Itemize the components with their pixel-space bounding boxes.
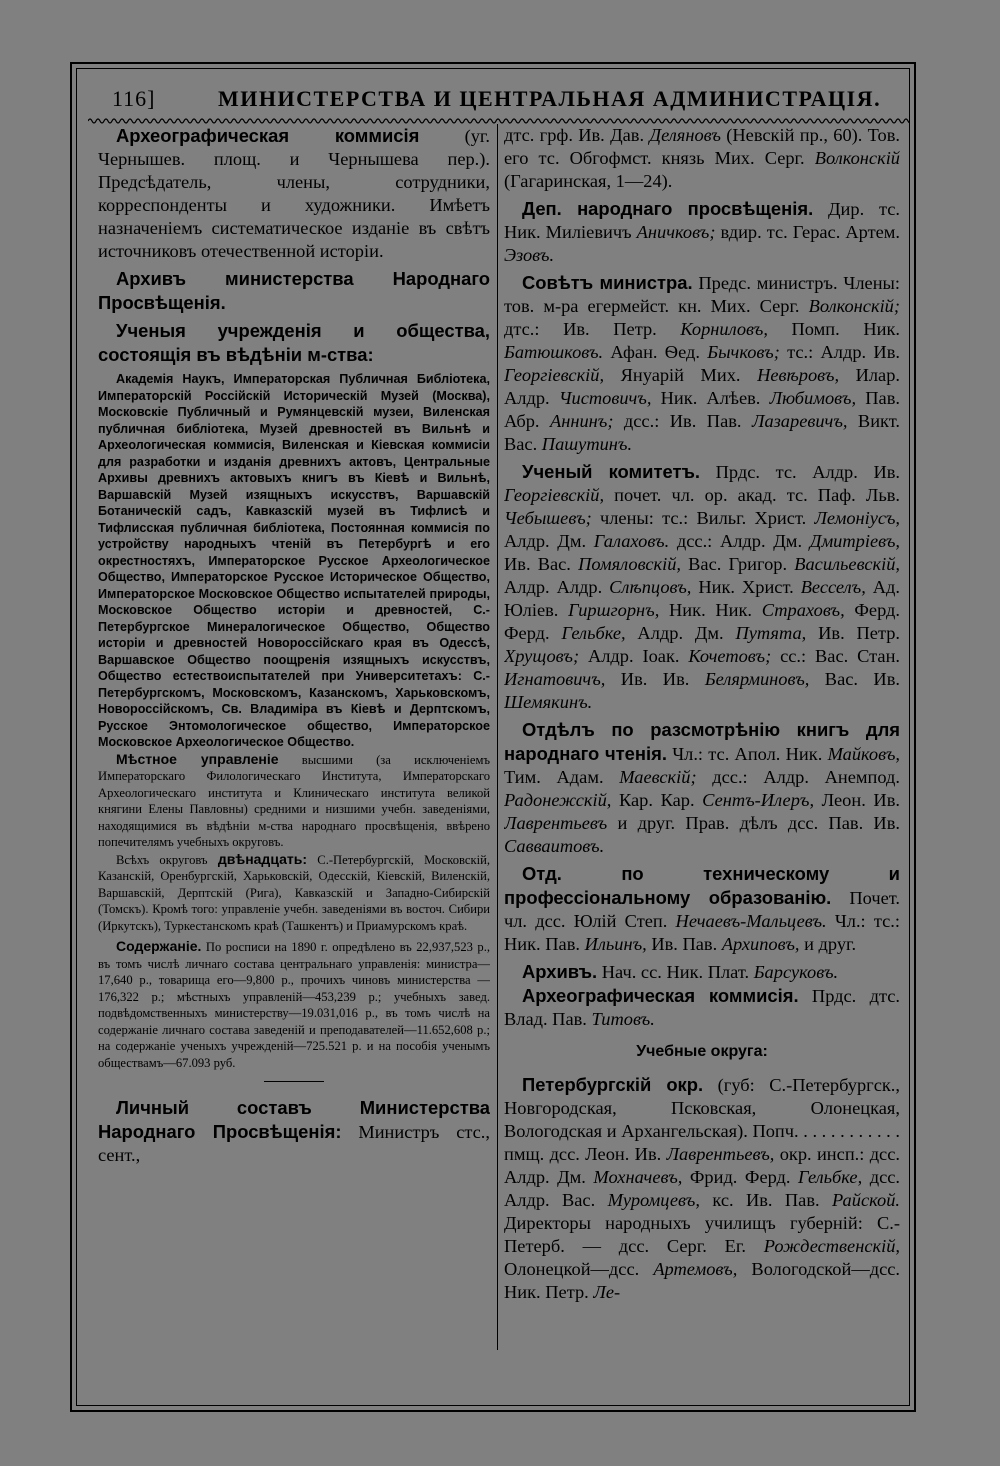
italic-name: Муромцевъ, xyxy=(607,1190,700,1210)
text-run: дсс.: Алдр. Анемпод. xyxy=(696,767,900,787)
italic-name: Ле- xyxy=(593,1282,621,1302)
text-run: Предс. министръ. Члены: тов. м-ра егермейст. кн. Мих. Серг. xyxy=(504,273,900,316)
italic-name: Эзовъ. xyxy=(504,245,555,265)
italic-name: Деляновъ xyxy=(649,125,721,145)
left-column xyxy=(98,124,490,1167)
italic-name: Корниловъ, xyxy=(680,319,768,339)
text-run: Ник. Алѣев. xyxy=(651,388,770,408)
text-run: Фрид. Ферд. xyxy=(682,1167,799,1187)
entry-heading: Отд. по техническому и профессіональному образованію. xyxy=(504,863,900,908)
text-run: Ферд. Ферд. xyxy=(504,600,900,643)
italic-name: Аничковъ; xyxy=(636,222,716,242)
entry-heading: Архивъ министерства Народнаго Просвѣщенія. xyxy=(98,268,490,313)
text-run: Чл.: тс.: Ник. Пав. xyxy=(504,911,900,954)
archaeographic-commission-right-entry xyxy=(504,984,900,1031)
text-run: дсс.: Алдр. Дм. xyxy=(669,531,810,551)
entry-heading: двѣнадцать: xyxy=(217,850,308,867)
entry-heading: Совѣтъ министра. xyxy=(522,272,693,293)
entry-text: (уг. Чернышев. площ. и Чернышева пер.). Предсѣдатель, члены, сотрудники, корреспонденты и художники. Имѣетъ назначеніемъ систематическое изданіе въ свѣтъ источниковъ отечественной исторіи. xyxy=(98,126,490,261)
italic-name: Пашутинъ. xyxy=(541,434,633,454)
italic-name: Игнатовичъ, xyxy=(504,669,606,689)
italic-name: Аннинъ; xyxy=(549,411,614,431)
text-run: сс.: Вас. Стан. xyxy=(771,646,900,666)
entry-heading: Деп. народнаго просвѣщенія. xyxy=(522,198,814,219)
text-run: почет. чл. ор. акад. тс. Паф. Льв. xyxy=(604,485,900,505)
text-run: (Гагаринская, 1—24). xyxy=(504,171,673,191)
italic-name: Невѣровъ, xyxy=(757,365,840,385)
text-run: Алдр. Дм. xyxy=(625,623,736,643)
italic-name: Страховъ, xyxy=(761,600,845,620)
districts-entry xyxy=(98,851,490,935)
italic-name: Чистовичъ, xyxy=(558,388,652,408)
italic-name: Лемоніусъ, xyxy=(814,508,900,528)
technical-dept-entry xyxy=(504,862,900,956)
text-run: Вас. Григор. xyxy=(681,554,795,574)
italic-name: Помяловскій, xyxy=(578,554,681,574)
institutions-list: Академія Наукъ, Императорская Публичная Библіотека, Императорскій Россійскій Историческій Музей (Москва), Московскіе Публичный и Румянцевскій музеи, Виленская публичная библіотека, Музей древностей въ Вильнѣ и Археологическая коммисія, Виленская и Кіевская коммисіи для разработки и изданія древнихъ актовъ, Центральные Архивы древнихъ актовыхъ книгъ въ Кіевѣ и Вильнѣ, Варшавскій Музей изящныхъ искусствъ, Варшавскій Ботаническій садъ, Кавказскій музей въ Тифлисѣ и Тифлисская публичная библіотека, Постоянная коммисія по устройству народныхъ чтеній въ Петербургѣ и его окрестностяхъ, Императорское Русское Археологическое Общество, Императорское Русское Историческое Общество, Императорское Московское Общество испытателей природы, Московское Общество исторіи и древностей, С.-Петербургское Минералогическое Общество, Общество исторіи и древностей Новороссійскаго края въ Одессѣ, Варшавское Общество поощренія изящныхъ искусствъ, Общество естествоиспытателей при Университетахъ: С.-Петербургскомъ, Московскомъ, Казанскомъ, Харьковскомъ, Новороссійскомъ, Св. Владиміра въ Кіевѣ и Дерптскомъ, Русское Энтомологическое общество, Императорское Московское Археологическое Общество. xyxy=(98,372,490,749)
text-run: Тим. Адам. xyxy=(504,767,620,787)
italic-name: Гельбке, xyxy=(798,1167,863,1187)
text-run: Ив. Вас. xyxy=(504,554,579,574)
italic-name: Георгіевскій, xyxy=(504,365,605,385)
text-run: Нач. сс. Ник. Плат. xyxy=(597,962,754,982)
entry-heading: Отдѣлъ по разсмотрѣнію книгъ для народнаго чтенія. xyxy=(504,719,900,764)
entry-text: С.-Петербургскій, Московскій, Казанскій, Оренбургскій, Харьковскій, Одесскій, Кіевскій, Виленскій, Варшавскій, Дерптскій (Рига), Кавказскій и Западно-Сибирскій (Томскъ). Кромѣ того: управленіе учебн. заведеніями въ восточ. Сибири (Иркутскъ), Туркестанскомъ краѣ (Ташкентъ) и Приамурскомъ краѣ. xyxy=(98,852,490,933)
text-run: Афан. Ѳед. xyxy=(603,342,708,362)
italic-name: Хрущовъ; xyxy=(504,646,580,666)
italic-name: Кочетовъ; xyxy=(688,646,772,666)
text-run: дсс. Алдр. Вас. xyxy=(504,1167,900,1210)
italic-name: Гельбке, xyxy=(561,623,626,643)
text-run: (губ: С.-Петербургск., Новгородская, Псковская, Олонецкая, Вологодская и Архангельская). Попч. . . . . . . . . . . . пмщ. дсс. Леон. Ив. xyxy=(504,1075,900,1164)
italic-name: Георгіевскій, xyxy=(504,485,605,505)
entry-heading: Ученый комитетъ. xyxy=(522,461,700,482)
text-run: окр. инсп.: дсс. Алдр. Дм. xyxy=(504,1144,900,1187)
text-run: и друг. Прав. дѣлъ дсс. Пав. Ив. xyxy=(607,813,900,833)
italic-name: Белярминовъ, xyxy=(704,669,810,689)
italic-name: Ильинъ, xyxy=(584,934,647,954)
running-title: МИНИСТЕРСТВА И ЦЕНТРАЛЬНАЯ АДМИНИСТРАЦІЯ. xyxy=(218,86,882,111)
entry-heading: Мѣстное управленіе xyxy=(116,750,279,767)
text-run: вдир. тс. Герас. Артем. xyxy=(715,222,900,242)
text-run: и друг. xyxy=(799,934,857,954)
text-run: Вас. Ив. xyxy=(809,669,900,689)
italic-name: Галаховъ. xyxy=(593,531,670,551)
italic-name: Дмитріевъ, xyxy=(809,531,900,551)
italic-name: Райской. xyxy=(832,1190,900,1210)
learned-institutions-heading xyxy=(98,319,490,367)
text-run: (Невскій пр., 60). Тов. его тс. Обгофмст. князь Мих. Серг. xyxy=(504,125,900,168)
text-run: Чл.: тс. Апол. Ник. xyxy=(666,744,828,764)
italic-name: Батюшковъ. xyxy=(504,342,604,362)
italic-name: Радонежскій, xyxy=(504,790,612,810)
department-entry xyxy=(504,197,900,267)
text-run: Алдр. Дм. xyxy=(504,531,594,551)
italic-name: Артемовъ, xyxy=(653,1259,738,1279)
book-review-dept-entry xyxy=(504,718,900,858)
entry-heading: Археографическая коммисія. xyxy=(522,985,799,1006)
entry-text: высшими (за исключеніемъ Императорскаго Филологическаго Института, Императорскаго Археологическаго института и Клиническаго института великой княгини Елены Павловны) средними и низшими учебн. заведеніями, находящимися въ вѣдѣніи м-ства народнаго просвѣщенія, ввѣрено попечителямъ учебныхъ округовъ. xyxy=(98,752,490,849)
council-entry xyxy=(504,271,900,456)
section-rule xyxy=(264,1081,324,1082)
entry-heading: Личный составъ Министерства Народнаго Просвѣщенія: xyxy=(98,1097,490,1142)
italic-name: Архиповъ, xyxy=(721,934,800,954)
ministry-archive-entry xyxy=(98,267,490,315)
italic-name: Весселъ, xyxy=(800,577,866,597)
text-run: Алдр. Алдр. xyxy=(504,577,610,597)
italic-name: Путята, xyxy=(735,623,807,643)
text-run: Почет. чл. дсс. Юлій Степ. xyxy=(504,888,900,931)
text-run: дтс.: Ив. Петр. xyxy=(504,319,681,339)
entry-heading: Ученыя учрежденія и общества, состоящія въ вѣдѣніи м-ства: xyxy=(98,320,490,365)
text-run: Ив. Ив. xyxy=(605,669,705,689)
text-run: тс.: Алдр. Ив. xyxy=(779,342,900,362)
italic-name: Любимовъ, xyxy=(769,388,857,408)
italic-name: Маевскій; xyxy=(619,767,697,787)
page-number: 116] xyxy=(112,86,156,111)
italic-name: Слѣпцовъ, xyxy=(609,577,692,597)
italic-name: Бычковъ; xyxy=(707,342,780,362)
italic-name: Гиршгорнъ, xyxy=(568,600,660,620)
entry-text: Министръ стс., сент., xyxy=(98,1122,490,1165)
text-run: Алдр. Іоак. xyxy=(579,646,689,666)
archaeographic-commission-entry xyxy=(98,124,490,263)
entry-heading: Содержаніе. xyxy=(116,938,202,954)
text-run: Кар. Кар. xyxy=(611,790,703,810)
italic-name: Чебышевъ; xyxy=(504,508,592,528)
text-run: Ив. Петр. xyxy=(806,623,900,643)
petersburg-district-entry xyxy=(504,1073,900,1304)
text-run: Дир. тс. Ник. Миліевичъ xyxy=(504,199,900,242)
text-run: дсс.: Ив. Пав. xyxy=(613,411,752,431)
text-run: Ник. Ник. xyxy=(659,600,762,620)
text-run: Прдс. дтс. Влад. Пав. xyxy=(504,986,900,1029)
entry-heading: Археографическая коммисія xyxy=(116,125,420,146)
italic-name: Лаврентьевъ xyxy=(504,813,608,833)
text-run: Пав. Абр. xyxy=(504,388,900,431)
school-districts-heading: Учебные округа: xyxy=(636,1043,768,1060)
italic-name: Майковъ, xyxy=(827,744,900,764)
personnel-entry xyxy=(98,1096,490,1167)
text-run: Ив. Пав. xyxy=(646,934,722,954)
text-run: Януарій Мих. xyxy=(604,365,758,385)
entry-heading: Петербургскій окр. xyxy=(522,1074,704,1095)
italic-name: Савваитовъ. xyxy=(504,836,605,856)
running-header xyxy=(112,86,882,116)
minister-continuation xyxy=(504,124,900,193)
text-run: дтс. грф. Ив. Дав. xyxy=(504,125,650,145)
italic-name: Мохначевъ, xyxy=(593,1167,683,1187)
archive-entry xyxy=(504,960,900,984)
italic-name: Лаврентьевъ, xyxy=(666,1144,775,1164)
text-run: Директоры народныхъ училищъ губерній: С.-Петерб. — дсс. Серг. Ег. xyxy=(504,1213,900,1256)
entry-heading: Архивъ. xyxy=(522,961,598,982)
text-run: Ад. Юліев. xyxy=(504,577,900,620)
column-divider xyxy=(497,124,498,1350)
scientific-committee-entry xyxy=(504,460,900,714)
italic-name: Волконскій xyxy=(814,148,900,168)
italic-name: Титовъ. xyxy=(591,1009,655,1029)
italic-name: Лазаревичъ, xyxy=(751,411,848,431)
italic-name: Нечаевъ-Мальцевъ. xyxy=(675,911,827,931)
text-run: Викт. Вас. xyxy=(504,411,900,454)
right-column xyxy=(504,124,900,1304)
text-run: члены: тс.: Вильг. Христ. xyxy=(591,508,815,528)
italic-name: Сентъ-Илеръ, xyxy=(702,790,815,810)
italic-name: Волконскій; xyxy=(808,296,900,316)
italic-name: Барсуковъ. xyxy=(753,962,839,982)
text-run: Леон. Ив. xyxy=(814,790,900,810)
text-run: Прдс. тс. Алдр. Ив. xyxy=(699,462,900,482)
text-run: кс. Ив. Пав. xyxy=(699,1190,833,1210)
budget-entry xyxy=(98,938,490,1071)
italic-name: Рождественскій, xyxy=(763,1236,900,1256)
italic-name: Васильевскій, xyxy=(794,554,900,574)
text-run: Илар. Алдр. xyxy=(504,365,900,408)
entry-text: Всѣхъ округовъ xyxy=(116,852,218,867)
text-run: Олонецкой—дсс. xyxy=(504,1259,654,1279)
local-administration-entry xyxy=(98,751,490,851)
text-run: Ник. Христ. xyxy=(691,577,801,597)
italic-name: Шемякинъ. xyxy=(504,692,593,712)
entry-text: По росписи на 1890 г. опредѣлено въ 22,937,523 р., въ томъ числѣ личнаго состава центральнаго управленія: министра—17,640 р., товарища его—9,800 р., прочихъ чиновъ министерства — 176,322 р.; мѣстныхъ управленій—453,239 р.; учебныхъ завед. подвѣдомственныхъ министерству—19.031,016 р., въ томъ числѣ на содержаніе личнаго состава заведеній и преподавателей—11.652,608 р.; на содержаніе ученыхъ учрежденій—725.521 р. и на пособія ученымъ обществамъ—67.093 руб. xyxy=(98,940,490,1070)
text-run: Помп. Ник. xyxy=(767,319,900,339)
text-run: Вологодской—дсс. Ник. Петр. xyxy=(504,1259,900,1302)
